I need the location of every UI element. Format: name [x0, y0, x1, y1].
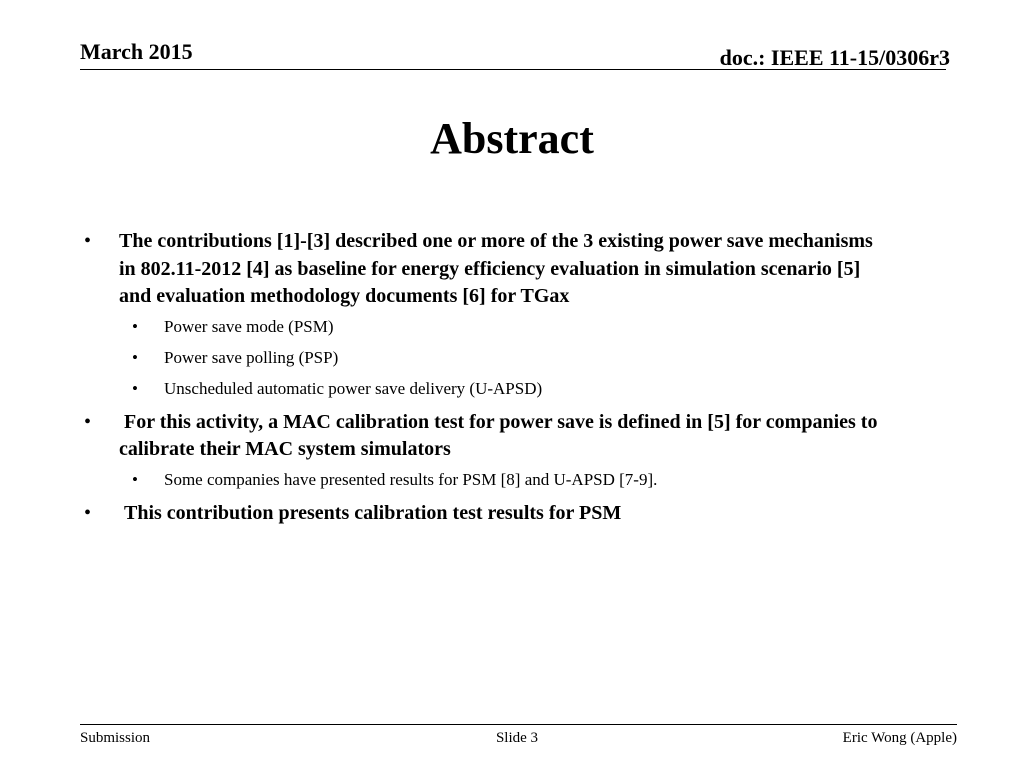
bullet-text: For this activity, a MAC calibration test for power save is defined in [5] for companies to calibrate their MAC system simulators — [119, 410, 883, 460]
sub-bullet-marker: • — [132, 469, 138, 489]
header-divider — [80, 69, 946, 70]
bullet-marker: • — [84, 501, 92, 524]
slide-title: Abstract — [430, 114, 594, 163]
sub-bullet-text: Power save mode (PSM) — [164, 316, 334, 336]
bullet-marker: • — [84, 230, 92, 252]
footer-submission: Submission — [80, 730, 151, 746]
sub-bullet-item — [80, 469, 880, 491]
footer-author: Eric Wong (Apple) — [842, 730, 957, 746]
sub-bullet-marker: • — [132, 378, 138, 398]
bullet-item — [80, 228, 880, 311]
sub-bullet-text: Power save polling (PSP) — [164, 347, 339, 367]
bullet-marker: • — [84, 410, 92, 433]
sub-bullet-item — [80, 347, 880, 369]
footer-divider — [80, 724, 957, 725]
bullet-item — [80, 500, 880, 528]
slide-body — [80, 228, 883, 532]
sub-bullet-text: Unscheduled automatic power save delivery (U-APSD) — [164, 378, 543, 398]
sub-bullet-item — [80, 316, 880, 338]
sub-bullet-marker: • — [132, 347, 138, 367]
bullet-text: This contribution presents calibration test results for PSM — [119, 501, 622, 524]
bullet-text: The contributions [1]-[3] described one or more of the 3 existing power save mechanisms in 802.11-2012 [4] as baseline for energy efficiency evaluation in simulation scenario [5] and evaluation methodology documents [6] for TGax — [119, 230, 873, 307]
bullet-item — [80, 409, 883, 464]
footer-slide-number: Slide 3 — [495, 730, 539, 746]
header-doc-id: doc.: IEEE 11-15/0306r3 — [719, 45, 950, 70]
header-date: March 2015 — [80, 39, 193, 64]
sub-bullet-item — [80, 378, 880, 400]
sub-bullet-text: Some companies have presented results for PSM [8] and U-APSD [7-9]. — [164, 469, 658, 489]
sub-bullet-marker: • — [132, 316, 138, 336]
